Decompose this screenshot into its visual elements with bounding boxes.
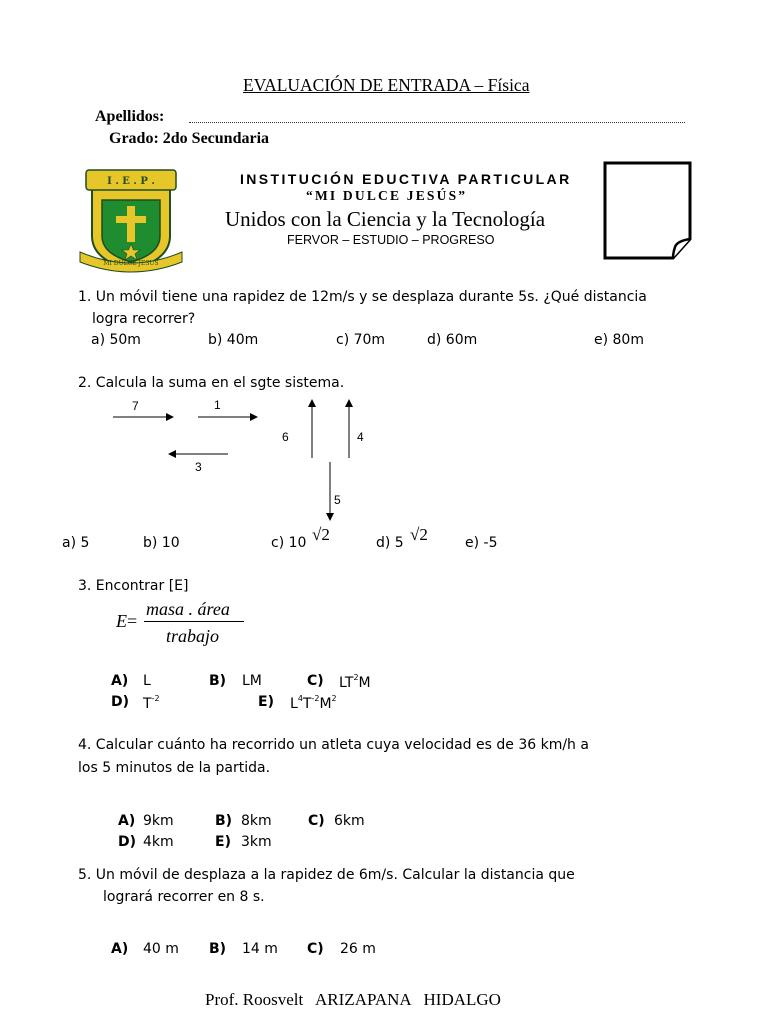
question-4-option-d-letter: D) — [118, 834, 137, 850]
surnames-fill-line — [189, 110, 685, 123]
formula-e: E — [116, 611, 127, 631]
question-1-option-c: c) 70m — [336, 332, 386, 348]
school-motto: Unidos con la Ciencia y la Tecnología — [225, 207, 546, 231]
vector-6-label: 6 — [282, 430, 289, 444]
question-4-option-a-value: 9km — [143, 813, 174, 829]
question-5-text: 5. Un móvil de desplaza a la rapidez de 6m/s. Calcular la distancia que — [78, 867, 575, 883]
vector-7-label: 7 — [132, 399, 139, 413]
question-4-option-b-value: 8km — [241, 813, 272, 829]
question-5-option-b-value: 14 m — [242, 941, 278, 957]
vector-1-label: 1 — [214, 398, 221, 412]
question-4-option-c-letter: C) — [308, 813, 325, 829]
school-virtues: FERVOR – ESTUDIO – PROGRESO — [287, 233, 495, 247]
question-4-option-a-letter: A) — [118, 813, 136, 829]
question-1-text-cont: logra recorrer? — [92, 311, 196, 327]
question-3-option-c-value — [339, 673, 371, 691]
question-3-option-a-value: L — [143, 673, 151, 689]
question-4-option-b-letter: B) — [215, 813, 233, 829]
sqrt-two-d: √2 — [410, 525, 428, 544]
grade-label: Grado: 2do Secundaria — [109, 130, 270, 147]
e-m-exponent: 2 — [331, 694, 337, 703]
d-base: T — [143, 696, 152, 712]
d-exponent: -2 — [151, 694, 160, 703]
question-1-text: 1. Un móvil tiene una rapidez de 12m/s y se desplaza durante 5s. ¿Qué distancia — [78, 289, 647, 305]
c-exponent: 2 — [353, 673, 359, 682]
e-t: T — [302, 696, 312, 712]
e-t-exponent: -2 — [311, 694, 320, 703]
question-1-option-d: d) 60m — [427, 332, 478, 348]
crest-ribbon-text: MI DULCE JESUS — [103, 260, 159, 267]
surnames-label: Apellidos: — [95, 108, 165, 125]
exam-title: EVALUACIÓN DE ENTRADA – Física — [243, 75, 530, 95]
question-2-option-b: b) 10 — [143, 535, 180, 551]
question-5-option-c-value: 26 m — [340, 941, 376, 957]
question-2-option-a: a) 5 — [62, 535, 90, 551]
e-l-exponent: 4 — [297, 694, 303, 703]
question-4-option-e-letter: E) — [215, 834, 231, 850]
formula-lhs — [116, 611, 137, 632]
school-crest-logo — [78, 166, 184, 274]
question-4-option-e-value: 3km — [241, 834, 272, 850]
question-1-option-b: b) 40m — [208, 332, 259, 348]
question-4-text: 4. Calcular cuánto ha recorrido un atleta cuya velocidad es de 36 km/h a — [78, 737, 589, 753]
e-m: M — [319, 696, 332, 712]
teacher-name: Prof. Roosvelt ARIZAPANA HIDALGO — [205, 990, 501, 1009]
question-2-option-e: e) -5 — [465, 535, 498, 551]
photo-box-icon — [603, 161, 693, 261]
school-name: “MI DULCE JESÚS” — [306, 188, 468, 203]
question-2-option-d: d) 5 — [376, 535, 404, 551]
vector-5-label: 5 — [334, 493, 341, 507]
question-3-option-d-letter: D) — [111, 694, 130, 710]
sqrt-two-c: √2 — [312, 525, 330, 544]
vector-diagram — [100, 395, 370, 525]
question-3-option-c-letter: C) — [307, 673, 324, 689]
question-5-option-b-letter: B) — [209, 941, 227, 957]
question-5-text-cont: logrará recorrer en 8 s. — [103, 889, 265, 905]
question-3-option-b-letter: B) — [209, 673, 227, 689]
question-4-option-c-value: 6km — [334, 813, 365, 829]
question-3-option-b-value: LM — [242, 673, 262, 689]
question-3-option-a-letter: A) — [111, 673, 129, 689]
question-4-text-cont: los 5 minutos de la partida. — [78, 760, 271, 776]
formula-equals: = — [127, 611, 138, 631]
c-tail: M — [358, 675, 371, 691]
question-5-option-a-letter: A) — [111, 941, 129, 957]
vector-3-label: 3 — [195, 460, 202, 474]
vector-4-label: 4 — [357, 430, 364, 444]
question-2-option-c: c) 10 — [271, 535, 307, 551]
c-base: LT — [339, 675, 354, 691]
question-3-option-e-value — [290, 694, 337, 712]
question-4-option-d-value: 4km — [143, 834, 174, 850]
fraction-bar — [144, 621, 244, 622]
question-5-option-a-value: 40 m — [143, 941, 179, 957]
question-1-option-e: e) 80m — [594, 332, 644, 348]
question-2-text: 2. Calcula la suma en el sgte sistema. — [78, 375, 345, 391]
question-5-option-c-letter: C) — [307, 941, 324, 957]
question-3-option-e-letter: E) — [258, 694, 274, 710]
question-3-option-d-value — [143, 694, 160, 712]
e-l: L — [290, 696, 298, 712]
institution-type: INSTITUCIÓN EDUCTIVA PARTICULAR — [240, 171, 572, 187]
formula-denominator: trabajo — [166, 626, 220, 646]
question-3-text: 3. Encontrar [E] — [78, 578, 189, 594]
question-1-option-a: a) 50m — [91, 332, 141, 348]
crest-top-text: I . E . P . — [107, 176, 155, 187]
formula-numerator: masa . área — [146, 599, 230, 619]
